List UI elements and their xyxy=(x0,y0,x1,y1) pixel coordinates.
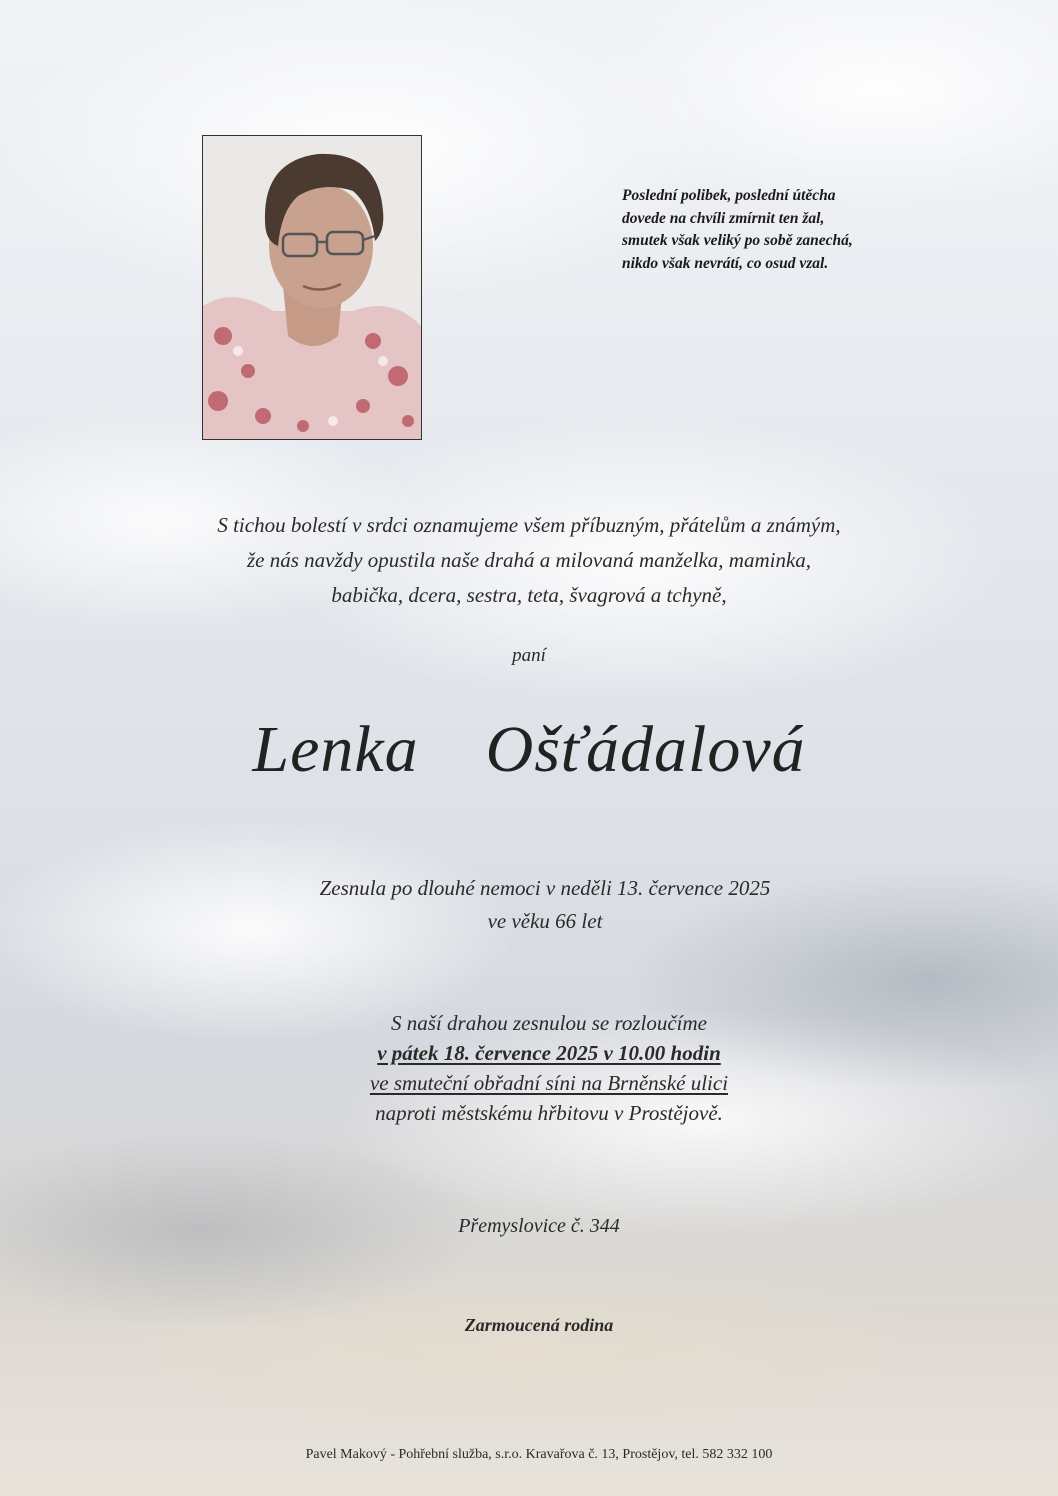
poem-line: dovede na chvíli zmírnit ten žal, xyxy=(622,209,825,227)
salutation: paní xyxy=(512,645,546,666)
portrait-image xyxy=(203,136,421,439)
poem-line: smutek však veliký po sobě zanechá, xyxy=(622,232,853,249)
memorial-poem xyxy=(622,185,962,275)
deceased-name: Lenka Ošťádalová xyxy=(252,713,806,786)
age-line: ve věku 66 let xyxy=(487,909,603,933)
poem-line: nikdo však nevrátí, co osud vzal. xyxy=(622,254,829,272)
funeral-service-footer: Pavel Makový - Pohřební služba, s.r.o. Kravařova č. 13, Prostějov, tel. 582 332 100 xyxy=(305,1447,773,1462)
funeral-datetime: v pátek 18. července 2025 v 10.00 hodin xyxy=(377,1041,721,1065)
death-date-line: Zesnula po dlouhé nemoci v neděli 13. července 2025 xyxy=(319,876,771,900)
farewell-intro: S naší drahou zesnulou se rozloučíme xyxy=(391,1011,707,1035)
announcement-line: babička, dcera, sestra, teta, švagrová a tchyně, xyxy=(331,583,727,607)
poem-line: Poslední polibek, poslední útěcha xyxy=(622,187,836,204)
funeral-place: ve smuteční obřadní síni na Brněnské ulici xyxy=(369,1071,729,1095)
portrait-photo xyxy=(202,135,422,440)
announcement-line: S tichou bolestí v srdci oznamujeme všem příbuzným, přátelům a známým, xyxy=(217,513,841,537)
funeral-info xyxy=(20,1008,1058,1128)
death-info xyxy=(16,872,1058,938)
announcement-line: že nás navždy opustila naše drahá a milovaná manželka, maminka, xyxy=(246,548,812,572)
announcement-text xyxy=(0,508,1058,613)
funeral-location-detail: naproti městskému hřbitovu v Prostějově. xyxy=(375,1101,723,1125)
signature: Zarmoucená rodina xyxy=(464,1315,614,1335)
family-address: Přemyslovice č. 344 xyxy=(458,1215,620,1237)
